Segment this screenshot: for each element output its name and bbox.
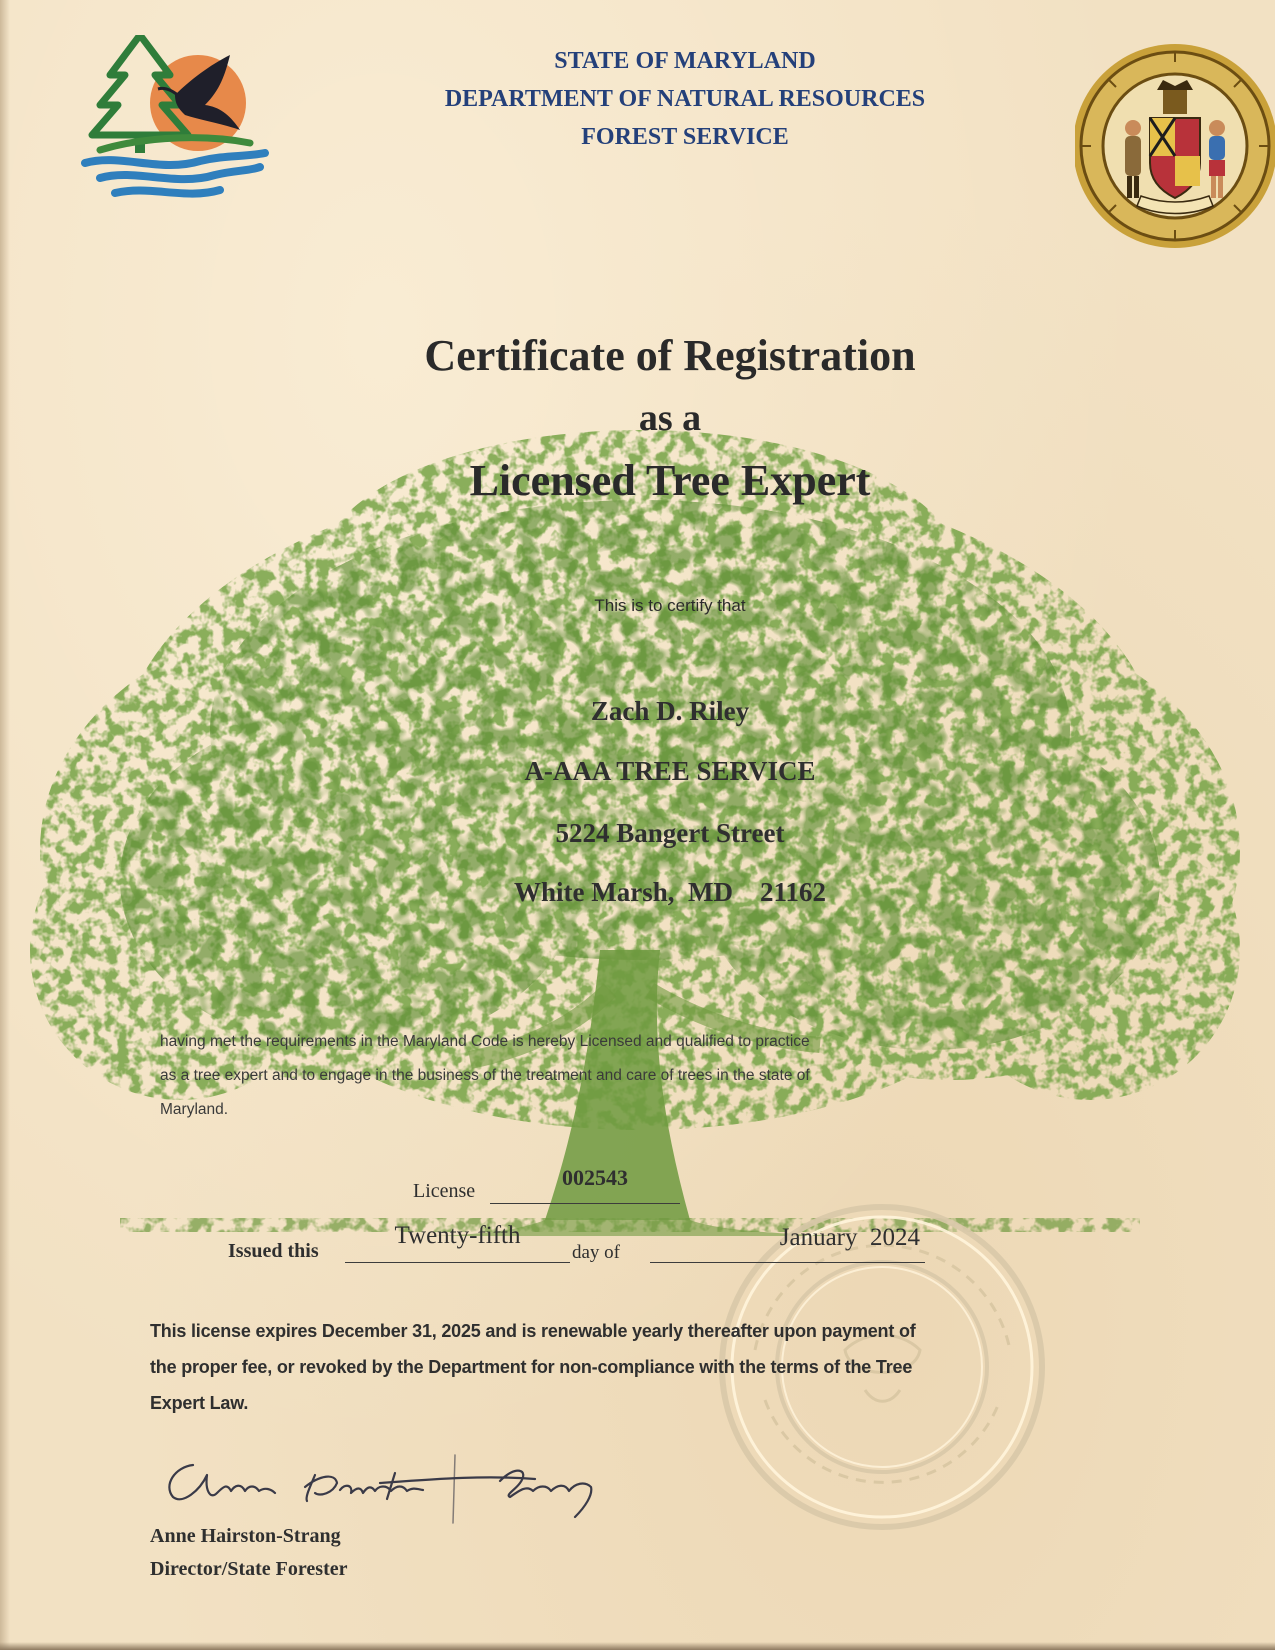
issued-date-underline xyxy=(650,1262,925,1263)
recipient-company: A-AAA TREE SERVICE xyxy=(524,756,816,786)
day-of-label: day of xyxy=(572,1242,621,1263)
qualification-line-1: having met the requirements in the Maryland Code is hereby Licensed and qualified to practice xyxy=(160,1033,810,1050)
expiry-paragraph xyxy=(150,1313,1010,1421)
agency-state: STATE OF MARYLAND xyxy=(554,48,816,74)
qualification-line-3: Maryland. xyxy=(160,1101,229,1118)
license-underline xyxy=(490,1203,680,1204)
agency-header xyxy=(300,42,1070,156)
recipient-name: Zach D. Riley xyxy=(590,696,750,726)
expiry-line-3: Expert Law. xyxy=(150,1393,249,1413)
recipient-street: 5224 Bangert Street xyxy=(555,818,785,848)
signer-title: Director/State Forester xyxy=(150,1558,348,1580)
license-number: 002543 xyxy=(562,1165,628,1190)
agency-department: DEPARTMENT OF NATURAL RESOURCES xyxy=(444,86,926,112)
signer-name: Anne Hairston-Strang xyxy=(150,1525,341,1547)
issued-month-year: January 2024 xyxy=(779,1224,920,1251)
expiry-line-2: the proper fee, or revoked by the Department for non-compliance with the terms of the Tree xyxy=(150,1357,913,1377)
issued-label: Issued this xyxy=(228,1240,319,1262)
qualification-paragraph xyxy=(160,1025,1005,1127)
oak-tree-illustration-icon xyxy=(0,430,1275,1280)
dnr-logo-icon xyxy=(80,35,270,210)
issued-day-underline xyxy=(345,1262,570,1263)
certificate-title-connector: as a xyxy=(638,397,702,439)
certificate-title: Certificate of Registration xyxy=(424,331,916,380)
agency-service: FOREST SERVICE xyxy=(581,124,789,150)
recipient-city-state-zip: White Marsh, MD 21162 xyxy=(514,877,826,907)
certificate-subtitle: Licensed Tree Expert xyxy=(469,456,871,505)
expiry-line-1: This license expires December 31, 2025 and is renewable yearly thereafter upon payment of xyxy=(150,1321,916,1341)
state-seal-icon xyxy=(1075,38,1275,268)
scan-edge-bottom xyxy=(0,1642,1275,1650)
signature-icon xyxy=(155,1435,675,1525)
issued-day: Twenty-fifth xyxy=(394,1222,521,1249)
qualification-line-2: as a tree expert and to engage in the business of the treatment and care of trees in the state of xyxy=(160,1067,810,1084)
certify-statement: This is to certify that xyxy=(594,596,746,615)
license-label: License xyxy=(413,1180,476,1202)
